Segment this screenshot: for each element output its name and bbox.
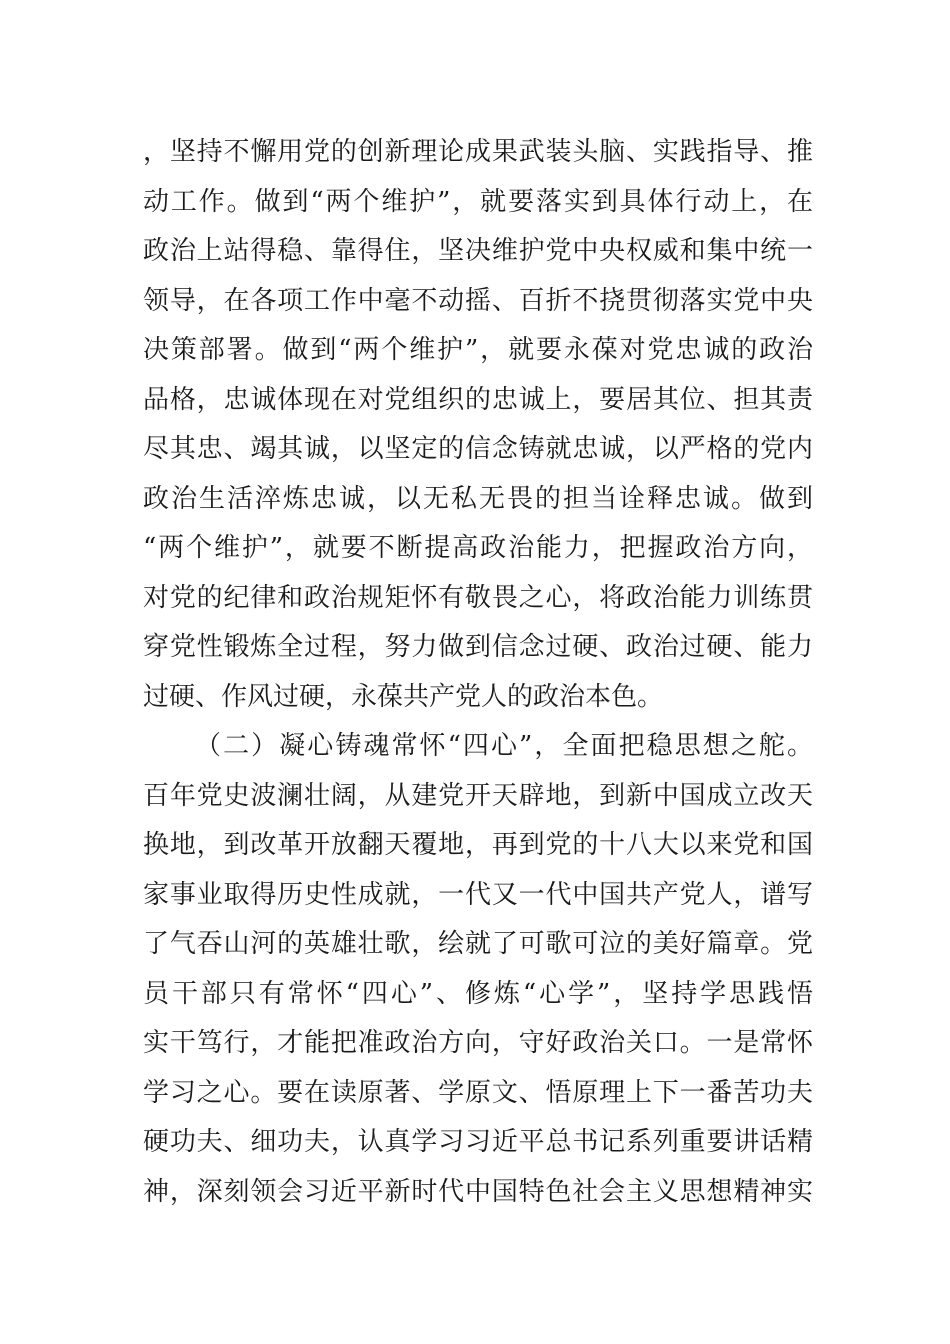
text-line: 政治生活淬炼忠诚，以无私无畏的担当诠释忠诚。做到	[143, 483, 813, 514]
text-line: 政治上站得稳、靠得住，坚决维护党中央权威和集中统一	[143, 236, 813, 266]
text-line: 穿党性锻炼全过程，努力做到信念过硬、政治过硬、能力	[143, 632, 813, 662]
section-heading-line: （二）凝心铸魂常怀“四心”，全面把稳思想之舵。	[195, 731, 813, 761]
text-line: 员干部只有常怀“四心”、修炼“心学”，坚持学思践悟	[143, 978, 813, 1009]
text-line: 动工作。做到“两个维护”，就要落实到具体行动上，在	[143, 186, 813, 217]
text-line: 过硬、作风过硬，永葆共产党人的政治本色。	[143, 681, 664, 712]
text-line: 百年党史波澜壮阔，从建党开天辟地，到新中国成立改天	[143, 780, 813, 811]
text-line: 了气吞山河的英雄壮歌，绘就了可歌可泣的美好篇章。党	[143, 929, 813, 959]
text-line: 决策部署。做到“两个维护”，就要永葆对党忠诚的政治	[143, 335, 813, 365]
text-line: 硬功夫、细功夫，认真学习习近平总书记系列重要讲话精	[143, 1127, 813, 1157]
text-line: ，坚持不懈用党的创新理论成果武装头脑、实践指导、推	[143, 137, 813, 167]
text-line: 神，深刻领会习近平新时代中国特色社会主义思想精神实	[143, 1176, 813, 1207]
text-line: 换地，到改革开放翻天覆地，再到党的十八大以来党和国	[143, 830, 813, 860]
text-line: 家事业取得历史性成就，一代又一代中国共产党人，谱写	[143, 879, 813, 910]
text-line: 学习之心。要在读原著、学原文、悟原理上下一番苦功夫	[143, 1077, 813, 1108]
text-line: 品格，忠诚体现在对党组织的忠诚上，要居其位、担其责	[143, 384, 813, 415]
text-line: “两个维护”，就要不断提高政治能力，把握政治方向，	[143, 533, 813, 563]
text-line: 领导，在各项工作中毫不动摇、百折不挠贯彻落实党中央	[143, 285, 813, 316]
text-line: 实干笃行，才能把准政治方向，守好政治关口。一是常怀	[143, 1028, 813, 1058]
text-line: 对党的纪律和政治规矩怀有敬畏之心，将政治能力训练贯	[143, 582, 813, 613]
body-text	[143, 128, 813, 1217]
text-line: 尽其忠、竭其诚，以坚定的信念铸就忠诚，以严格的党内	[143, 434, 813, 464]
